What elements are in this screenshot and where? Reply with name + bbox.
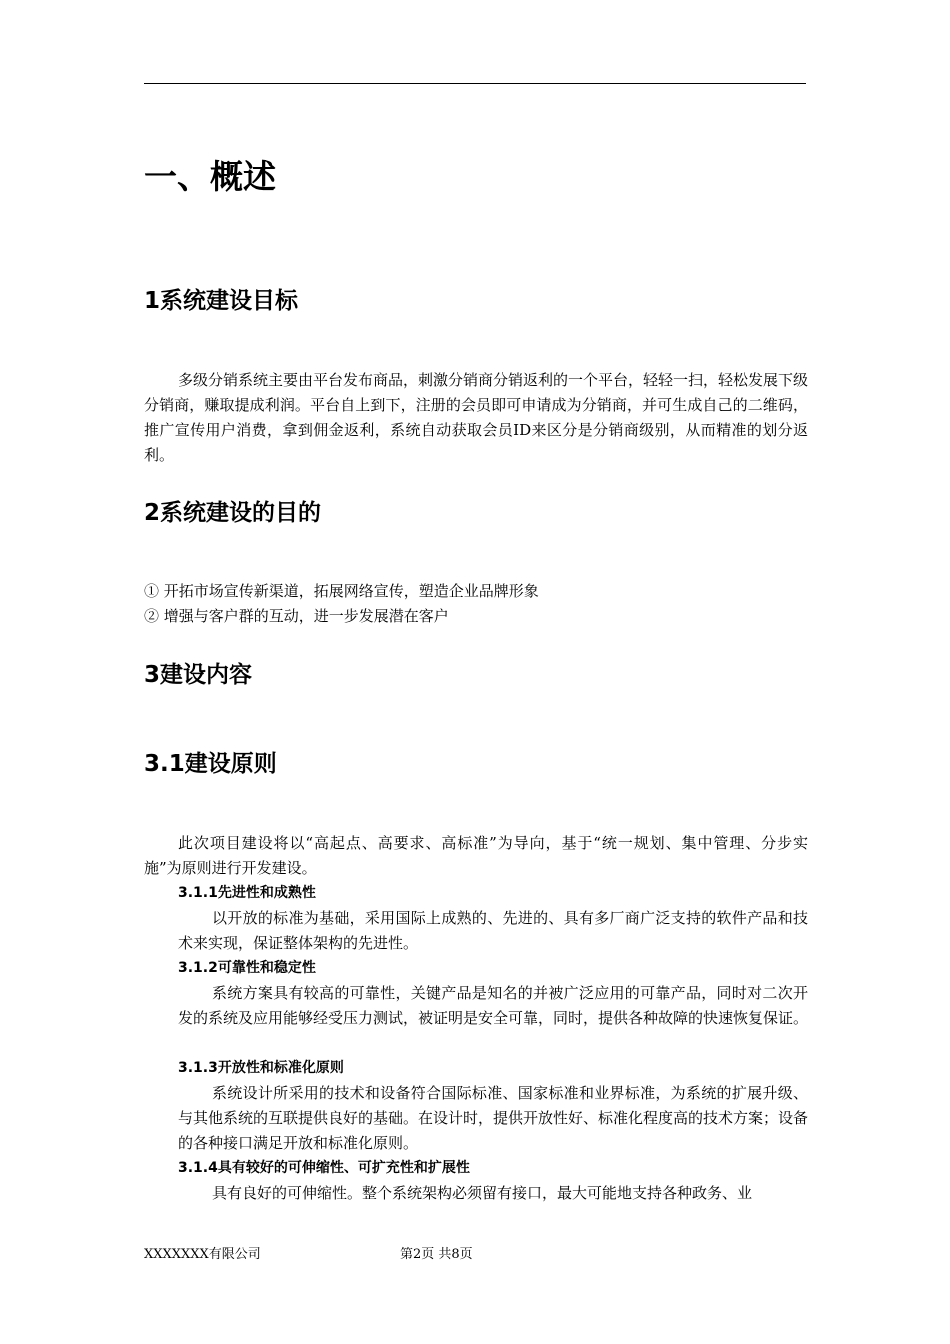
subsection-heading: 3.1.3开放性和标准化原则 <box>178 1060 344 1076</box>
list-item: ① 开拓市场宣传新渠道，拓展网络宣传，塑造企业品牌形象 <box>144 582 539 600</box>
subsection-paragraph: 具有良好的可伸缩性。整个系统架构必须留有接口，最大可能地支持各种政务、业 <box>212 1184 753 1202</box>
section-1-paragraph: 多级分销系统主要由平台发布商品，刺激分销商分销返利的一个平台，轻轻一扫，轻松发展下级分销商，赚取提成利润。平台自上到下，注册的会员即可申请成为分销商，并可生成自己的二维码，推广宣传用户消费，拿到佣金返利，系统自动获取会员ID来区分是分销商级别，从而精准的划分返利。 <box>144 371 809 464</box>
section-2-heading: 2系统建设的目的 <box>144 500 322 526</box>
section-1-heading: 1系统建设目标 <box>144 288 299 314</box>
section-3-1-paragraph: 此次项目建设将以“高起点、高要求、高标准”为导向，基于“统一规划、集中管理、分步实施”为原则进行开发建设。 <box>144 834 808 877</box>
section-3-heading: 3建设内容 <box>144 662 253 688</box>
subsection-paragraph: 系统设计所采用的技术和设备符合国际标准、国家标准和业界标准，为系统的扩展升级、与其他系统的互联提供良好的基础。在设计时，提供开放性好、标准化程度高的技术方案；设备的各种接口满足开放和标准化原则。 <box>178 1084 809 1152</box>
section-3-1-heading: 3.1建设原则 <box>144 751 277 777</box>
footer-company: XXXXXXX有限公司 <box>144 1247 261 1262</box>
footer-page-number: 第2页 共8页 <box>400 1247 473 1262</box>
subsection-paragraph: 以开放的标准为基础，采用国际上成熟的、先进的、具有多厂商广泛支持的软件产品和技术来实现，保证整体架构的先进性。 <box>178 909 808 952</box>
subsection-paragraph: 系统方案具有较高的可靠性，关键产品是知名的并被广泛应用的可靠产品，同时对二次开发的系统及应用能够经受压力测试，被证明是安全可靠，同时，提供各种故障的快速恢复保证。 <box>178 984 809 1027</box>
header-rule <box>144 83 806 84</box>
list-item: ② 增强与客户群的互动，进一步发展潜在客户 <box>144 607 449 625</box>
subsection-heading: 3.1.1先进性和成熟性 <box>178 885 316 901</box>
subsection-heading: 3.1.4具有较好的可伸缩性、可扩充性和扩展性 <box>178 1160 470 1176</box>
subsection-heading: 3.1.2可靠性和稳定性 <box>178 960 316 976</box>
chapter-heading: 一、概述 <box>144 157 276 196</box>
